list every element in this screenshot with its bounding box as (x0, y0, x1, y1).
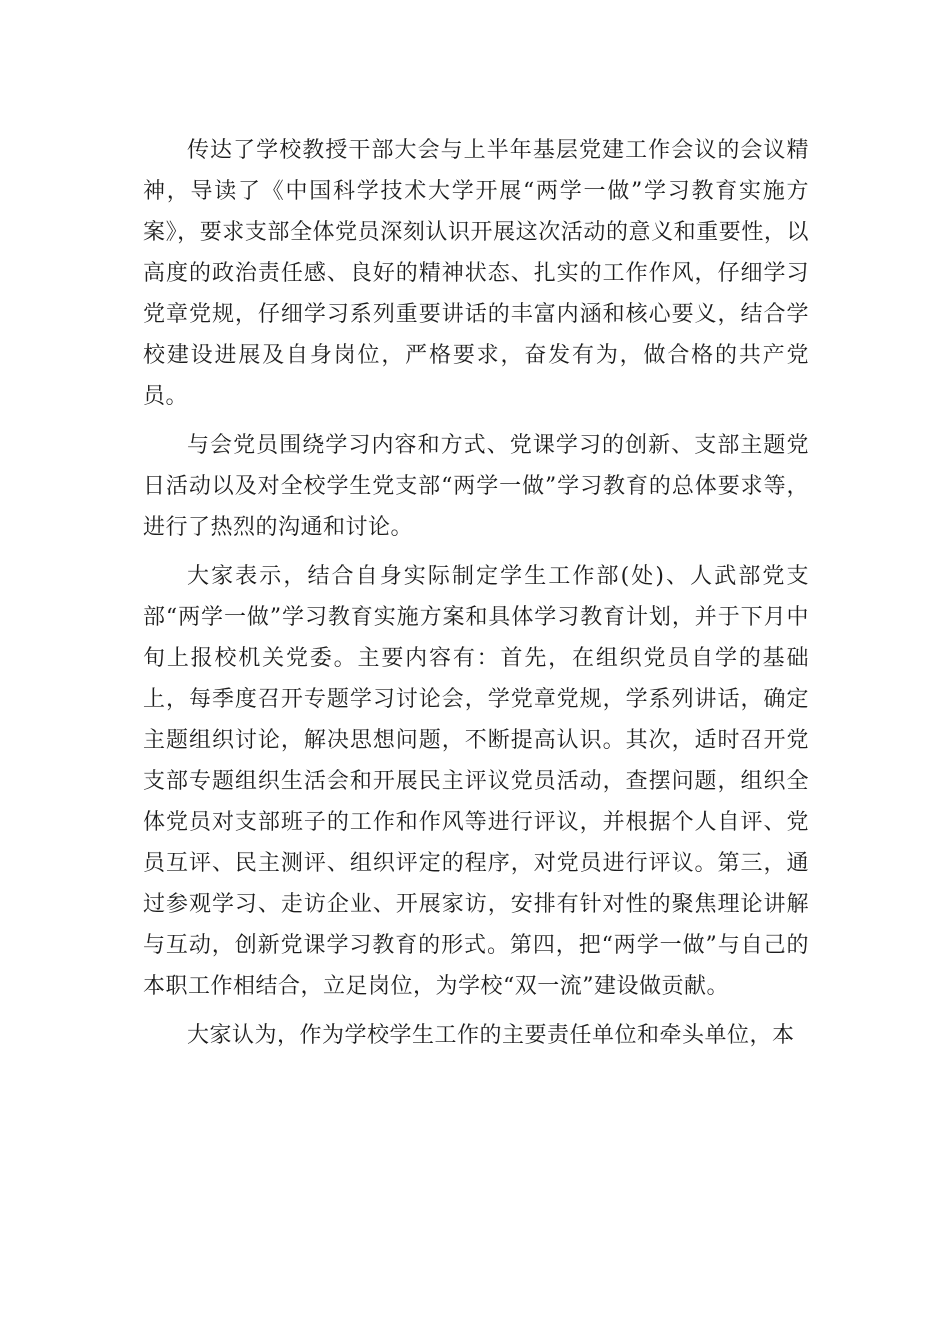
paragraph-implementation-plan: 大家表示，结合自身实际制定学生工作部(处)、人武部党支部“两学一做”学习教育实施方案和具体学习教育计划，并于下月中旬上报校机关党委。主要内容有：首先，在组织党员自学的基础上，每季度召开专题学习讨论会，学党章党规，学系列讲话，确定主题组织讨论，解决思想问题，不断提高认识。其次，适时召开党支部专题组织生活会和开展民主评议党员活动，查摆问题，组织全体党员对支部班子的工作和作风等进行评议，并根据个人自评、党员互评、民主测评、组织评定的程序，对党员进行评议。第三，通过参观学习、走访企业、开展家访，安排有针对性的聚焦理论讲解与互动，创新党课学习教育的形式。第四，把“两学一做”与自己的本职工作相结合，立足岗位，为学校“双一流”建设做贡献。 (143, 564, 809, 999)
paragraph-meeting-spirit: 传达了学校教授干部大会与上半年基层党建工作会议的会议精神，导读了《中国科学技术大学开展“两学一做”学习教育实施方案》，要求支部全体党员深刻认识开展这次活动的意义和重要性，以高度的政治责任感、良好的精神状态、扎实的工作作风，仔细学习党章党规，仔细学习系列重要讲话的丰富内涵和核心要义，结合学校建设进展及自身岗位，严格要求，奋发有为，做合格的共产党员。 (143, 138, 809, 409)
document-body (143, 130, 809, 1064)
paragraph-discussion: 与会党员围绕学习内容和方式、党课学习的创新、支部主题党日活动以及对全校学生党支部“两学一做”学习教育的总体要求等，进行了热烈的沟通和讨论。 (143, 433, 809, 540)
paragraph-responsibility: 大家认为，作为学校学生工作的主要责任单位和牵头单位，本 (187, 1023, 795, 1048)
